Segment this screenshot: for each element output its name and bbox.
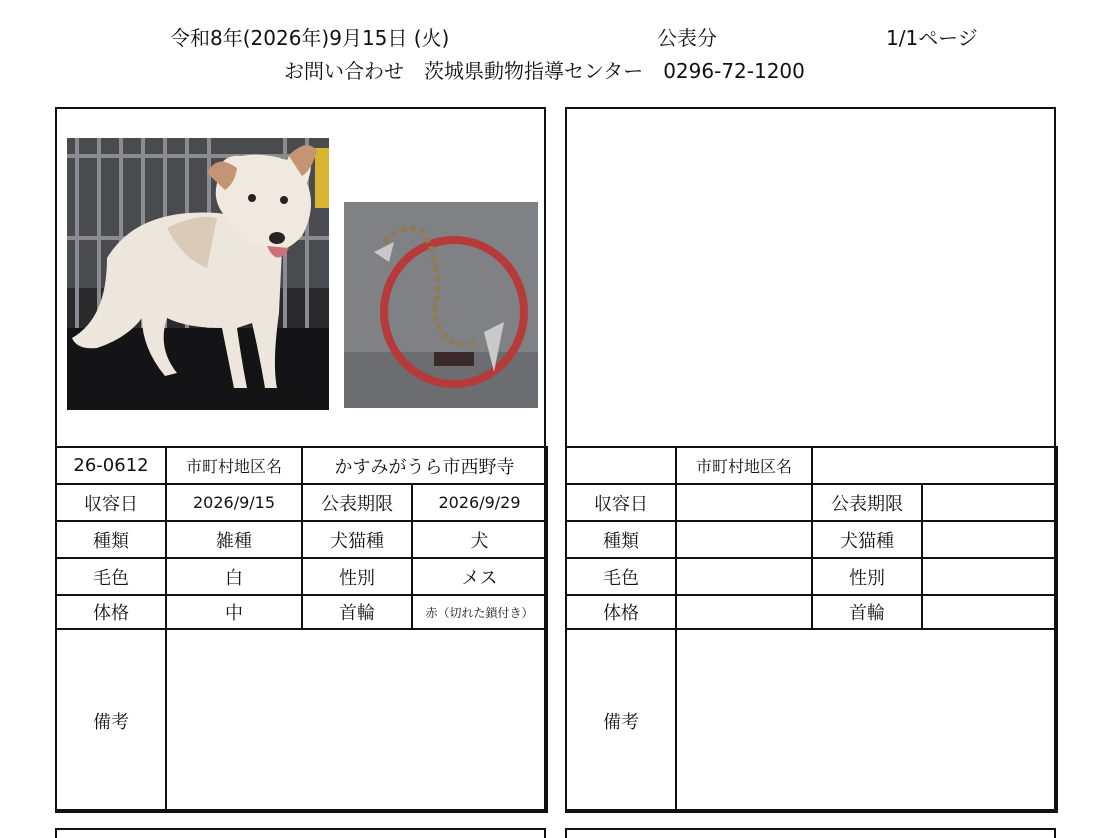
empty-cell [922,521,1057,558]
next-card-edge [565,828,1056,838]
species-value: 犬 [412,521,547,558]
empty-cell [676,521,812,558]
table-row [566,595,1057,629]
sex-label: 性別 [302,558,412,595]
publish-until-value: 2026/9/29 [412,484,547,521]
photo-area [57,109,544,447]
empty-info-table [565,446,1058,813]
animal-id: 26-0612 [56,447,166,484]
dog-photo [67,138,329,410]
table-row [56,629,547,812]
empty-cell [922,484,1057,521]
collar-label: 首輪 [302,595,412,629]
empty-cell [922,558,1057,595]
sex-value: メス [412,558,547,595]
date-text: 令和8年(2026年)9月15日 (火) [170,26,450,50]
contact-text: お問い合わせ 茨城県動物指導センター 0296-72-1200 [284,59,805,83]
collar-label: 首輪 [812,595,922,629]
empty-animal-card [565,107,1056,811]
kind-label: 種類 [566,521,676,558]
remarks-label: 備考 [56,629,166,812]
animal-info-table [55,446,548,813]
empty-photo-area [567,109,1054,447]
animal-card [55,107,546,811]
size-value: 中 [166,595,302,629]
publish-until-label: 公表期限 [812,484,922,521]
remarks-value [166,629,547,812]
table-row [566,447,1057,484]
size-label: 体格 [566,595,676,629]
empty-cell [676,484,812,521]
area-value: かすみがうら市西野寺 [302,447,547,484]
collar-photo [344,202,538,408]
kind-label: 種類 [56,521,166,558]
color-value: 白 [166,558,302,595]
area-label: 市町村地区名 [676,447,812,484]
table-row [56,521,547,558]
intake-date-label: 収容日 [56,484,166,521]
intake-date-value: 2026/9/15 [166,484,302,521]
empty-cell [676,629,1057,812]
table-row [566,484,1057,521]
empty-cell [566,447,676,484]
empty-cell [676,558,812,595]
next-card-edge [55,828,546,838]
size-label: 体格 [56,595,166,629]
color-label: 毛色 [56,558,166,595]
species-label: 犬猫種 [812,521,922,558]
intake-date-label: 収容日 [566,484,676,521]
remarks-label: 備考 [566,629,676,812]
table-row [56,484,547,521]
area-label: 市町村地区名 [166,447,302,484]
publish-until-label: 公表期限 [302,484,412,521]
empty-cell [922,595,1057,629]
kind-value: 雑種 [166,521,302,558]
category-text: 公表分 [657,26,717,50]
page-indicator: 1/1ページ [886,26,978,50]
table-row [56,595,547,629]
collar-value: 赤（切れた鎖付き） [412,595,547,629]
table-row [566,558,1057,595]
table-row [56,558,547,595]
empty-cell [676,595,812,629]
species-label: 犬猫種 [302,521,412,558]
table-row [566,629,1057,812]
table-row [56,447,547,484]
empty-cell [812,447,1057,484]
sex-label: 性別 [812,558,922,595]
color-label: 毛色 [566,558,676,595]
table-row [566,521,1057,558]
